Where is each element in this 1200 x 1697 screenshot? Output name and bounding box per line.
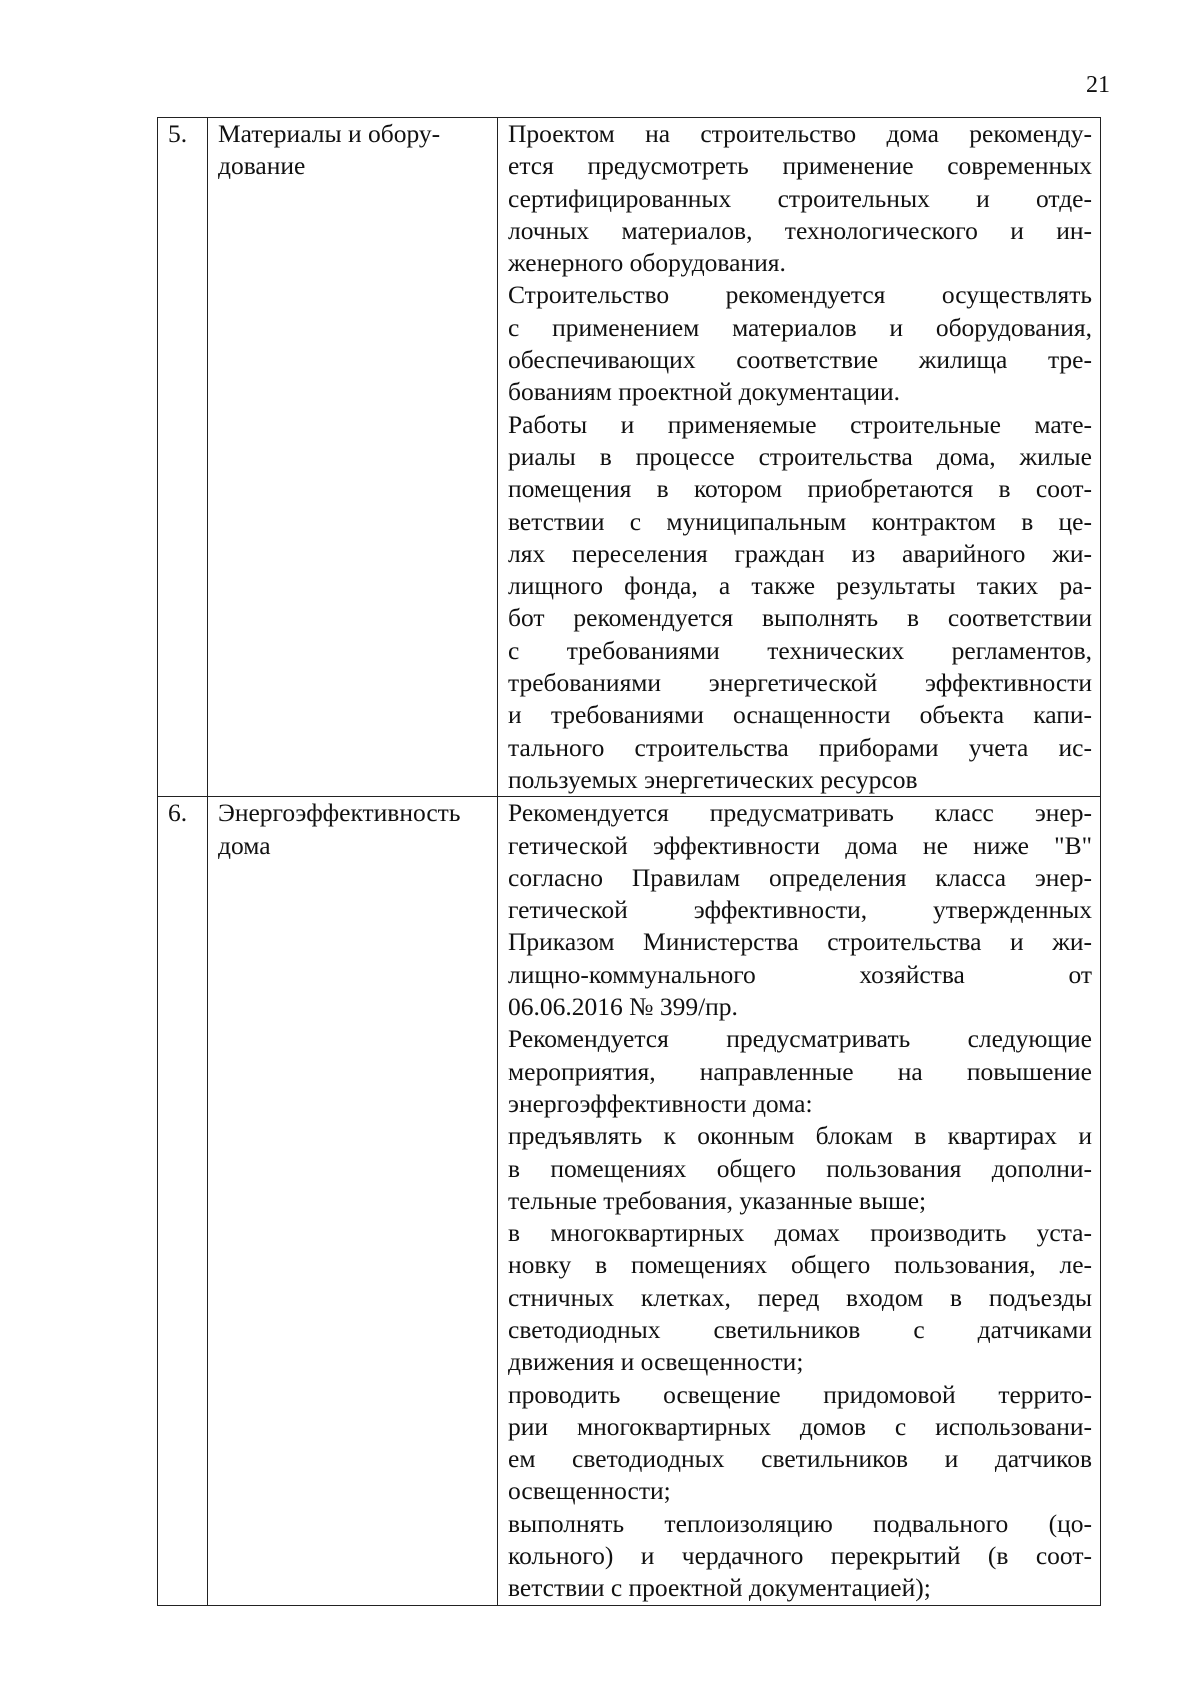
row-description (498, 118, 1101, 797)
description-line: Проектом на строительство дома рекоменду- (508, 119, 1092, 148)
description-paragraph (508, 1379, 1092, 1508)
description-line: помещения в котором приобретаются в соот- (508, 474, 1092, 504)
description-line: ветствии с муниципальным контрактом в це- (508, 506, 1092, 536)
description-line: сертифицированных строительных и отде- (508, 183, 1092, 213)
description-line: освещенности; (508, 1476, 671, 1506)
description-paragraph (508, 1217, 1092, 1378)
description-line: бованиям проектной документации. (508, 377, 901, 407)
description-line: ется предусмотреть применение современных (508, 151, 1092, 181)
description-paragraph (508, 1508, 1092, 1605)
description-line: ветствии с проектной документацией); (508, 1573, 931, 1603)
description-line: согласно Правилам определения класса энер- (508, 862, 1092, 892)
description-line: тельные требования, указанные выше; (508, 1185, 927, 1215)
description-paragraph (508, 1120, 1092, 1217)
description-paragraph (508, 118, 1092, 279)
description-paragraph (508, 279, 1092, 408)
description-paragraph (508, 1023, 1092, 1120)
row-title-line: Материалы и обору- (218, 119, 441, 148)
description-line: предъявлять к оконным блокам в квартирах и (508, 1121, 1092, 1151)
description-line: Приказом Министерства строительства и жи- (508, 927, 1092, 957)
description-line: в помещениях общего пользования дополни- (508, 1153, 1092, 1183)
description-line: лях переселения граждан из аварийного жи- (508, 538, 1092, 568)
description-line: лочных материалов, технологического и ин- (508, 215, 1092, 245)
description-line: стничных клетках, перед входом в подъезды (508, 1282, 1092, 1312)
requirements-table (157, 117, 1101, 1606)
row-title (208, 797, 498, 1605)
description-line: гетической эффективности, утвержденных (508, 895, 1092, 925)
description-line: движения и освещенности; (508, 1347, 804, 1377)
description-line: светодиодных светильников с датчиками (508, 1314, 1092, 1344)
description-line: Рекомендуется предусматривать следующие (508, 1024, 1092, 1054)
description-line: энергоэффективности дома: (508, 1088, 813, 1118)
description-line: с применением материалов и оборудования, (508, 312, 1092, 342)
description-line: риалы в процессе строительства дома, жилые (508, 441, 1092, 471)
row-title (208, 118, 498, 797)
description-line: рии многоквартирных домов с использовани- (508, 1411, 1092, 1441)
description-line: требованиями энергетической эффективности (508, 668, 1092, 698)
row-title-line: дома (218, 830, 271, 860)
description-line: 06.06.2016 № 399/пр. (508, 992, 738, 1022)
description-line: лищного фонда, а также результаты таких ра- (508, 571, 1092, 601)
description-line: кольного) и чердачного перекрытий (в соот- (508, 1541, 1092, 1571)
table-row (158, 118, 1101, 797)
description-line: обеспечивающих соответствие жилища тре- (508, 345, 1092, 375)
description-line: проводить освещение придомовой террито- (508, 1379, 1092, 1409)
description-line: новку в помещениях общего пользования, ле- (508, 1250, 1092, 1280)
description-line: лищно-коммунального хозяйства от (508, 959, 1092, 989)
description-line: мероприятия, направленные на повышение (508, 1056, 1092, 1086)
table-body (158, 118, 1101, 1606)
description-line: с требованиями технических регламентов, (508, 635, 1092, 665)
description-line: выполнять теплоизоляцию подвального (цо- (508, 1508, 1092, 1538)
row-title-line: дование (218, 151, 306, 181)
row-number: 6. (158, 797, 208, 1605)
description-line: пользуемых энергетических ресурсов (508, 764, 918, 794)
description-line: Рекомендуется предусматривать класс энер- (508, 798, 1092, 828)
description-line: в многоквартирных домах производить уста- (508, 1218, 1092, 1248)
description-line: Работы и применяемые строительные мате- (508, 409, 1092, 439)
description-line: тального строительства приборами учета ис- (508, 732, 1092, 762)
row-description (498, 797, 1101, 1605)
description-line: женерного оборудования. (508, 248, 786, 278)
page-number: 21 (1086, 72, 1110, 98)
description-line: бот рекомендуется выполнять в соответствии (508, 603, 1092, 633)
description-line: и требованиями оснащенности объекта капи- (508, 700, 1092, 730)
table-row (158, 797, 1101, 1605)
description-line: Строительство рекомендуется осуществлять (508, 280, 1092, 310)
description-line: ем светодиодных светильников и датчиков (508, 1444, 1092, 1474)
row-title-line: Энергоэффективность (218, 798, 461, 828)
row-number: 5. (158, 118, 208, 797)
description-line: гетической эффективности дома не ниже "B" (508, 830, 1092, 860)
description-paragraph (508, 409, 1092, 797)
description-paragraph (508, 797, 1092, 1023)
